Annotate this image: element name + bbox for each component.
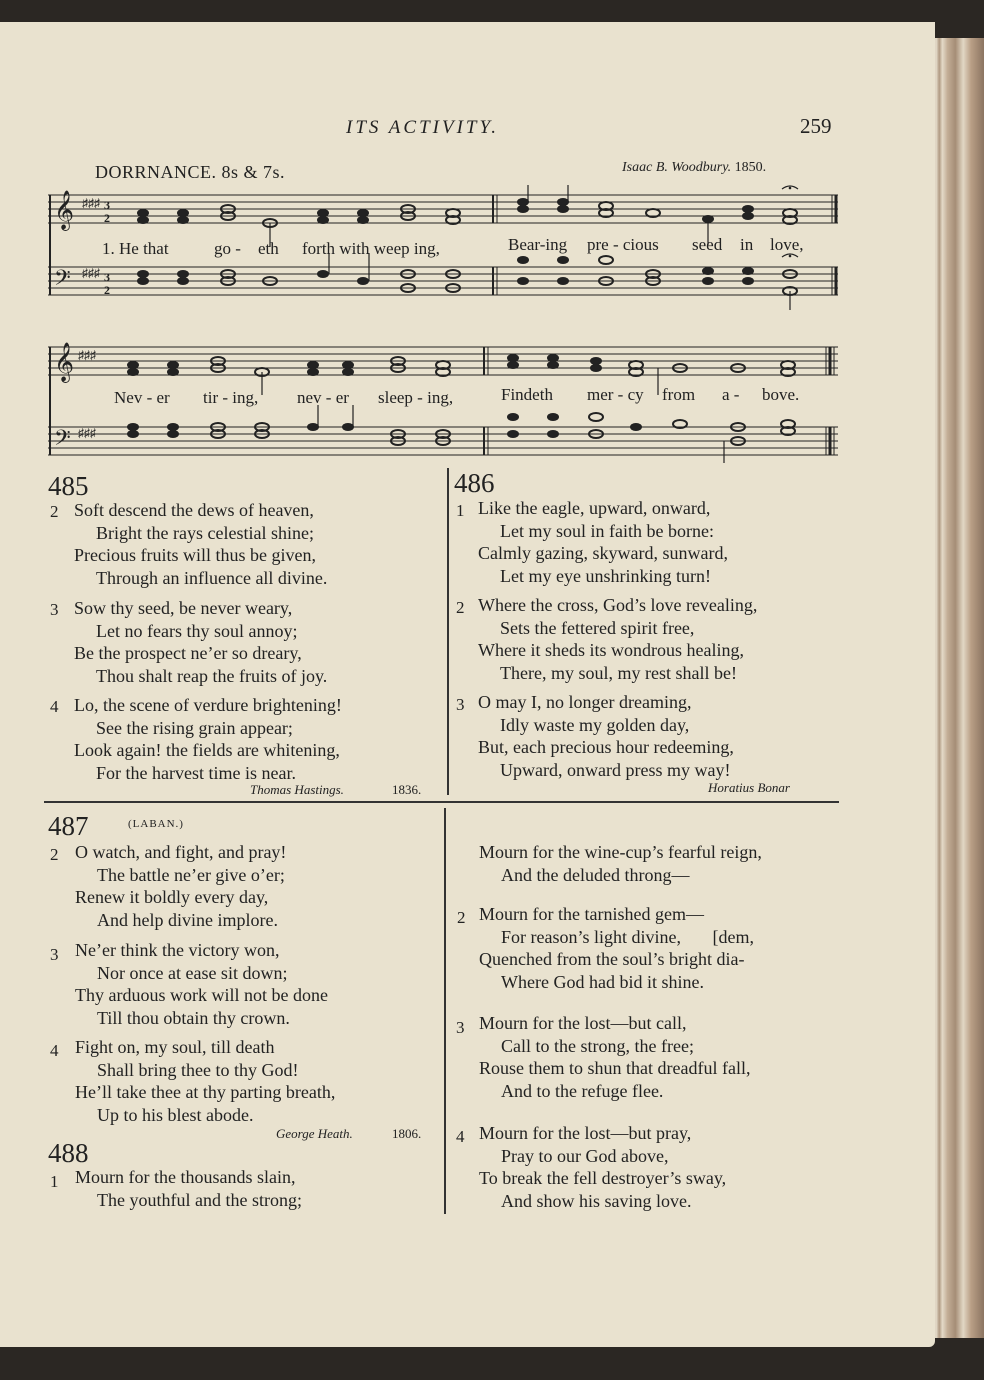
hymn-486-verse-1 xyxy=(478,497,728,587)
section-divider xyxy=(44,801,839,803)
hymn-number-486: 486 xyxy=(454,468,495,498)
verse-line: Pray to our God above, xyxy=(501,1145,669,1166)
verse-line: For the harvest time is near. xyxy=(96,762,296,783)
svg-text:♯♯♯: ♯♯♯ xyxy=(78,426,96,440)
verse-line: Like the eagle, upward, onward, xyxy=(478,498,711,518)
verse-line: Sow thy seed, be never weary, xyxy=(74,598,293,618)
svg-text:𝄢: 𝄢 xyxy=(54,426,71,456)
hymn-number-488: 488 xyxy=(48,1138,89,1168)
verse-number: 3 xyxy=(50,945,59,964)
verse-line: Let my eye unshrinking turn! xyxy=(500,565,711,586)
verse-line: Mourn for the lost—but pray, xyxy=(479,1123,692,1143)
lyric-1-4: forth with weep ing, xyxy=(302,239,440,258)
verse-line: Calmly gazing, skyward, sunward, xyxy=(478,543,728,563)
verse-line: Where the cross, God’s love revealing, xyxy=(478,595,758,615)
svg-text:2: 2 xyxy=(104,283,110,297)
verse-line: O may I, no longer dreaming, xyxy=(478,692,692,712)
verse-line: Upward, onward press my way! xyxy=(500,759,731,780)
hymn-487-verse-3 xyxy=(75,939,328,1029)
verse-line: Up to his blest abode. xyxy=(97,1104,254,1125)
svg-text:3: 3 xyxy=(104,270,110,284)
column-divider-bottom xyxy=(444,808,446,1214)
lyric-1-1: 1. He that xyxy=(102,239,169,258)
verse-line: Lo, the scene of verdure brightening! xyxy=(74,695,342,715)
hymn-485-author: Thomas Hastings. xyxy=(250,782,344,797)
verse-number: 4 xyxy=(456,1127,465,1146)
verse-line: And to the refuge flee. xyxy=(501,1080,664,1101)
hymn-487-verse-2 xyxy=(75,841,286,931)
column-divider-top xyxy=(447,468,449,795)
hymn-488-verse-3 xyxy=(479,1012,750,1102)
verse-line: Be the prospect ne’er so dreary, xyxy=(74,643,302,663)
verse-line: Soft descend the dews of heaven, xyxy=(74,500,314,520)
running-header: ITS ACTIVITY. xyxy=(346,117,500,138)
verse-line: Nor once at ease sit down; xyxy=(97,962,288,983)
lyric-1-2: go - xyxy=(214,239,241,258)
hymn-488-verse-4 xyxy=(479,1122,726,1212)
verse-line: There, my soul, my rest shall be! xyxy=(500,662,737,683)
lyric-2-7: from xyxy=(662,385,696,404)
lyric-1-6: pre - cious xyxy=(587,235,659,254)
verse-line: The youthful and the strong; xyxy=(97,1189,302,1210)
verse-line: Bright the rays celestial shine; xyxy=(96,522,314,543)
verse-line: And the deluded throng— xyxy=(501,864,690,885)
hymn-486-verse-2 xyxy=(478,594,757,684)
hymn-488-verse-2 xyxy=(479,903,754,993)
lyric-1-8: in xyxy=(740,235,754,254)
verse-line: To break the fell destroyer’s sway, xyxy=(479,1168,727,1188)
verse-line: Idly waste my golden day, xyxy=(500,714,690,735)
verse-line: See the rising grain appear; xyxy=(96,717,293,738)
verse-number: 2 xyxy=(50,845,59,864)
lyric-2-9: bove. xyxy=(762,385,800,404)
lyric-1-3: eth xyxy=(258,239,279,258)
verse-line: Mourn for the wine-cup’s fearful reign, xyxy=(479,842,762,862)
hymn-486-author: Horatius Bonar xyxy=(708,780,790,795)
hymn-488-continuation xyxy=(479,841,762,886)
svg-text:♯♯♯: ♯♯♯ xyxy=(82,196,100,210)
svg-text:♯♯♯: ♯♯♯ xyxy=(78,348,96,362)
verse-number: 2 xyxy=(456,598,465,617)
verse-number: 3 xyxy=(456,1018,465,1037)
svg-text:𝄢: 𝄢 xyxy=(54,266,71,296)
hymn-number-487: 487 xyxy=(48,811,89,841)
verse-line: O watch, and fight, and pray! xyxy=(75,842,287,862)
verse-line: Look again! the fields are whitening, xyxy=(74,740,340,760)
verse-line: And show his saving love. xyxy=(501,1190,692,1211)
verse-line: Where it sheds its wondrous healing, xyxy=(478,640,744,660)
svg-text:2: 2 xyxy=(104,211,110,225)
verse-line: Mourn for the tarnished gem— xyxy=(479,904,704,924)
verse-number: 2 xyxy=(50,502,59,521)
verse-line: Thou shalt reap the fruits of joy. xyxy=(96,665,328,686)
svg-text:3: 3 xyxy=(104,198,110,212)
verse-line: Quenched from the soul’s bright dia- xyxy=(479,949,745,969)
hymn-485-verse-2 xyxy=(74,499,327,589)
verse-line: Where God had bid it shine. xyxy=(501,971,704,992)
verse-line: Ne’er think the victory won, xyxy=(75,940,280,960)
svg-text:𝄞: 𝄞 xyxy=(54,342,75,382)
lyric-2-1: Nev - er xyxy=(114,388,170,407)
hymn-485-verse-3 xyxy=(74,597,327,687)
lyric-2-2: tir - ing, xyxy=(203,388,259,407)
lyric-2-4: sleep - ing, xyxy=(378,388,454,407)
hymn-486-verse-3 xyxy=(478,691,734,781)
verse-number: 4 xyxy=(50,697,59,716)
page-edges xyxy=(932,38,984,1338)
lyric-2-6: mer - cy xyxy=(587,385,644,404)
verse-line: Sets the fettered spirit free, xyxy=(500,617,695,638)
composer-name: Isaac B. Woodbury. xyxy=(622,160,732,175)
lyric-2-8: a - xyxy=(722,385,740,404)
verse-line: The battle ne’er give o’er; xyxy=(97,864,285,885)
hymn-number-485: 485 xyxy=(48,471,89,501)
verse-number: 3 xyxy=(456,695,465,714)
verse-line: But, each precious hour redeeming, xyxy=(478,737,734,757)
verse-number: 3 xyxy=(50,600,59,619)
lyric-2-3: nev - er xyxy=(297,388,349,407)
verse-number: 4 xyxy=(50,1041,59,1060)
verse-line: And help divine implore. xyxy=(97,909,278,930)
hymn-487-year: 1806. xyxy=(392,1126,422,1141)
verse-line: He’ll take thee at thy parting breath, xyxy=(75,1082,336,1102)
verse-line: Let my soul in faith be borne: xyxy=(500,520,714,541)
verse-line: Precious fruits will thus be given, xyxy=(74,545,316,565)
tune-composer xyxy=(622,160,766,176)
lyric-2-5: Findeth xyxy=(501,385,553,404)
svg-text:𝄞: 𝄞 xyxy=(54,190,75,230)
verse-line: Mourn for the thousands slain, xyxy=(75,1167,296,1187)
verse-line: Call to the strong, the free; xyxy=(501,1035,694,1056)
verse-line: Let no fears thy soul annoy; xyxy=(96,620,298,641)
verse-number: 1 xyxy=(50,1172,59,1191)
verse-line: Mourn for the lost—but call, xyxy=(479,1013,687,1033)
verse-number: 2 xyxy=(457,908,466,927)
verse-line: Shall bring thee to thy God! xyxy=(97,1059,299,1080)
verse-line: Through an influence all divine. xyxy=(96,567,328,588)
lyric-1-9: love, xyxy=(770,235,804,254)
verse-line: Renew it boldly every day, xyxy=(75,887,269,907)
lyric-1-5: Bear-ing xyxy=(508,235,568,254)
lyric-1-7: seed xyxy=(692,235,723,254)
hymn-487-verse-4 xyxy=(75,1036,335,1126)
hymn-487-author: George Heath. xyxy=(276,1126,353,1141)
verse-line: Fight on, my soul, till death xyxy=(75,1037,275,1057)
hymn-485-verse-4 xyxy=(74,694,342,784)
page-number: 259 xyxy=(800,114,832,138)
verse-line: Thy arduous work will not be done xyxy=(75,985,328,1005)
hymn-485-year: 1836. xyxy=(392,782,422,797)
verse-number: 1 xyxy=(456,501,465,520)
hymn-487-tune: (LABAN.) xyxy=(128,818,184,830)
svg-text:♯♯♯: ♯♯♯ xyxy=(82,266,100,280)
verse-line: Till thou obtain thy crown. xyxy=(97,1007,290,1028)
tune-name: DORRNANCE. 8s & 7s. xyxy=(95,162,286,182)
verse-line: For reason’s light divine, [dem, xyxy=(501,926,754,947)
composer-year: 1850. xyxy=(734,160,767,175)
verse-line: Rouse them to shun that dreadful fall, xyxy=(479,1058,751,1078)
hymn-488-verse-1 xyxy=(75,1166,302,1211)
